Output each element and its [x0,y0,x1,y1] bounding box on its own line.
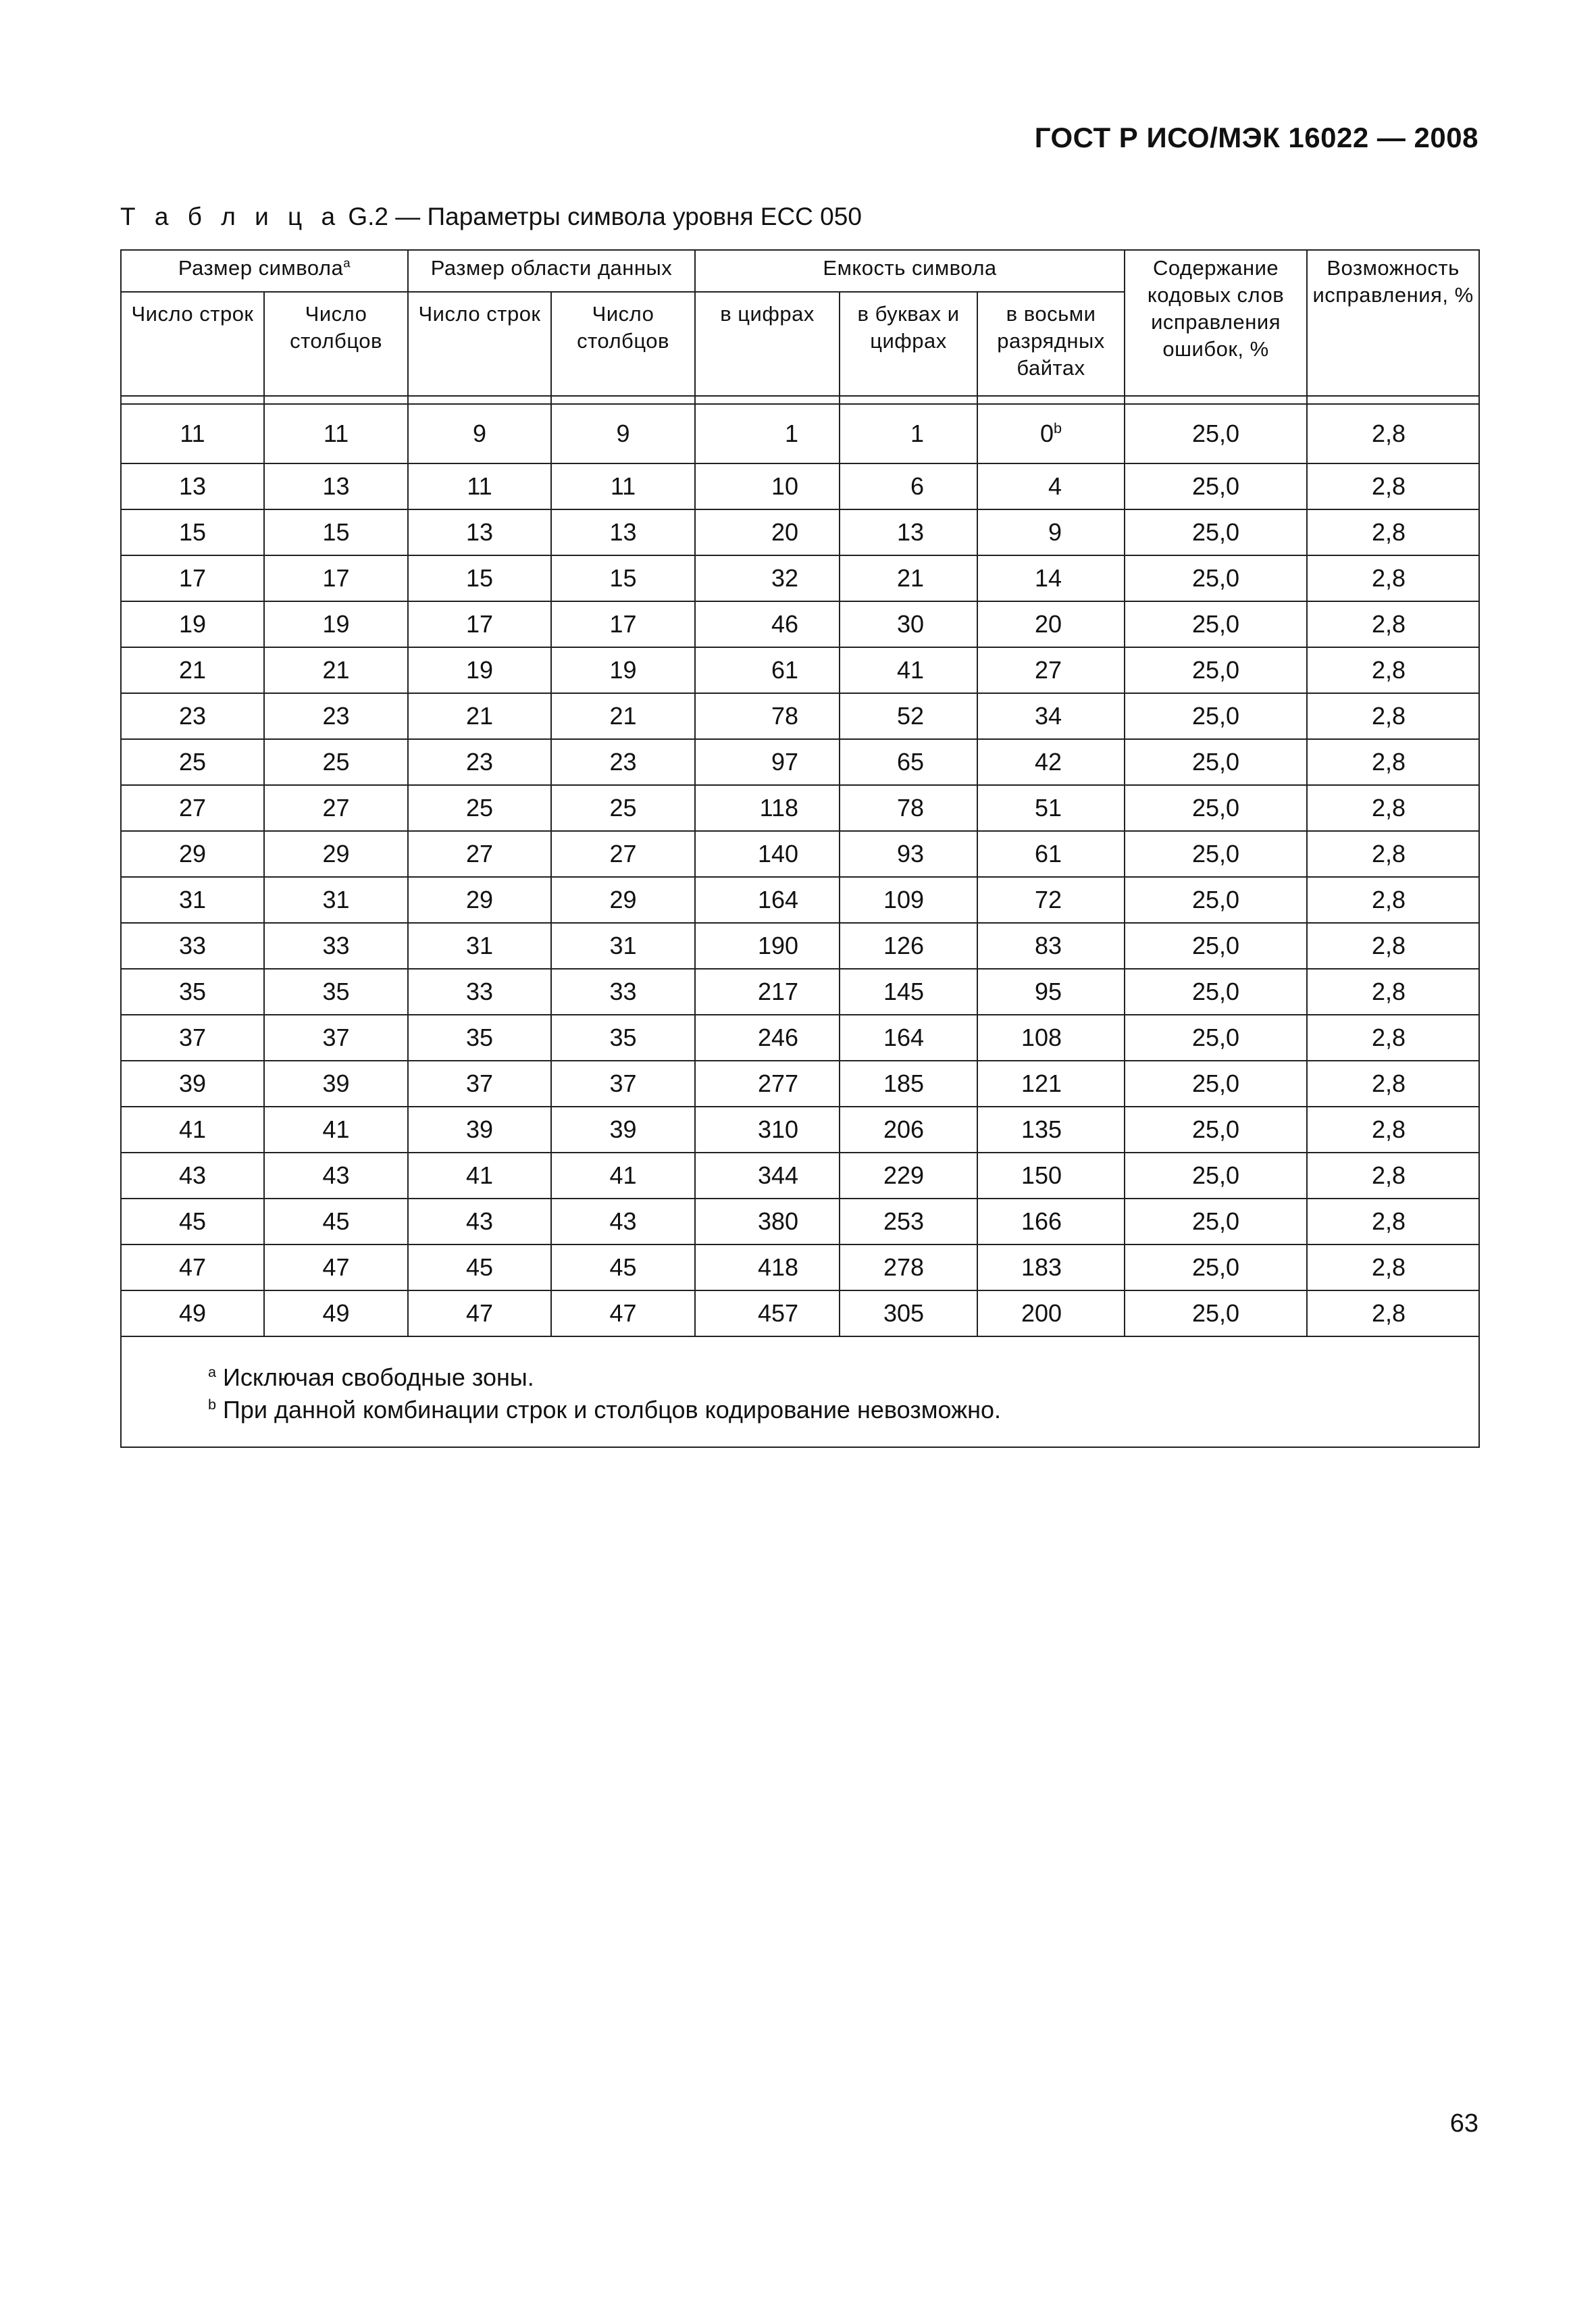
cell-data-cols: 23 [551,739,695,785]
subheader-data-rows: Число строк [408,292,551,396]
cell-data-cols: 27 [551,831,695,877]
table-row [121,1015,1479,1061]
cell-alnum: 13 [840,509,977,555]
cell-data-rows: 15 [408,555,551,601]
cell-cols: 19 [264,601,408,647]
cell-data-cols: 29 [551,877,695,923]
header-symbol-size: Размер символа$^a$ [121,250,408,292]
cell-ecc: 25,0 [1125,1107,1307,1153]
cell-rows: 15 [121,509,264,555]
cell-alnum: 30 [840,601,977,647]
cell-alnum: 145 [840,969,977,1015]
cell-alnum: 41 [840,647,977,693]
cell-ecc: 25,0 [1125,601,1307,647]
subheader-cols: Число столбцов [264,292,408,396]
cell-numeric: 61 [695,647,840,693]
cell-data-rows: 31 [408,923,551,969]
subheader-bytes: в восьми разрядных байтах [977,292,1125,396]
table-row [121,601,1479,647]
cell-ecc: 25,0 [1125,647,1307,693]
cell-bytes: 83 [977,923,1125,969]
cell-numeric: 246 [695,1015,840,1061]
cell-bytes: 34 [977,693,1125,739]
cell-numeric: 277 [695,1061,840,1107]
cell-bytes: 166 [977,1199,1125,1244]
table-row [121,1153,1479,1199]
cell-bytes: 200 [977,1290,1125,1336]
cell-rows: 35 [121,969,264,1015]
table-caption [120,203,862,231]
header-data-area-size: Размер области данных [408,250,695,292]
cell-data-cols: 11 [551,463,695,509]
cell-cols: 33 [264,923,408,969]
cell-cols: 21 [264,647,408,693]
cell-numeric: 310 [695,1107,840,1153]
cell-alnum: 1 [840,404,977,463]
header-capacity: Емкость символа [695,250,1125,292]
cell-rows: 49 [121,1290,264,1336]
cell-data-rows: 17 [408,601,551,647]
caption-prefix: Т а б л и ц а [120,203,342,230]
table-container [120,249,1478,1448]
cell-data-cols: 9 [551,404,695,463]
footnote-mark-b: b [1054,420,1062,436]
cell-cols: 47 [264,1244,408,1290]
cell-data-cols: 19 [551,647,695,693]
cell-data-cols: 45 [551,1244,695,1290]
cell-correction: 2,8 [1307,1244,1479,1290]
cell-data-cols: 33 [551,969,695,1015]
cell-numeric: 418 [695,1244,840,1290]
cell-correction: 2,8 [1307,693,1479,739]
cell-ecc: 25,0 [1125,1153,1307,1199]
cell-data-rows: 27 [408,831,551,877]
cell-alnum: 65 [840,739,977,785]
cell-data-cols: 15 [551,555,695,601]
cell-data-rows: 45 [408,1244,551,1290]
cell-bytes: 42 [977,739,1125,785]
footnote-mark-a: a [343,255,351,270]
cell-alnum: 6 [840,463,977,509]
cell-numeric: 78 [695,693,840,739]
table-row [121,555,1479,601]
cell-numeric: 46 [695,601,840,647]
cell-cols: 27 [264,785,408,831]
table-row [121,463,1479,509]
cell-bytes: 183 [977,1244,1125,1290]
cell-rows: 37 [121,1015,264,1061]
cell-bytes: 51 [977,785,1125,831]
cell-numeric: 457 [695,1290,840,1336]
cell-rows: 27 [121,785,264,831]
cell-data-cols: 43 [551,1199,695,1244]
cell-rows: 31 [121,877,264,923]
cell-alnum: 78 [840,785,977,831]
cell-ecc: 25,0 [1125,969,1307,1015]
cell-rows: 47 [121,1244,264,1290]
cell-numeric: 32 [695,555,840,601]
cell-correction: 2,8 [1307,1153,1479,1199]
cell-alnum: 253 [840,1199,977,1244]
table-row [121,969,1479,1015]
cell-correction: 2,8 [1307,1061,1479,1107]
cell-alnum: 21 [840,555,977,601]
table-row [121,831,1479,877]
cell-cols: 29 [264,831,408,877]
cell-numeric: 10 [695,463,840,509]
footnotes-row [121,1336,1479,1447]
cell-bytes: 121 [977,1061,1125,1107]
cell-correction: 2,8 [1307,1015,1479,1061]
cell-correction: 2,8 [1307,404,1479,463]
table-row [121,1199,1479,1244]
cell-ecc: 25,0 [1125,1015,1307,1061]
cell-alnum: 206 [840,1107,977,1153]
document-header: ГОСТ Р ИСО/МЭК 16022 — 2008 [1034,122,1478,153]
cell-numeric: 217 [695,969,840,1015]
table-row [121,923,1479,969]
cell-rows: 33 [121,923,264,969]
cell-numeric: 1 [695,404,840,463]
cell-ecc: 25,0 [1125,555,1307,601]
cell-data-cols: 13 [551,509,695,555]
cell-rows: 19 [121,601,264,647]
cell-data-cols: 17 [551,601,695,647]
cell-correction: 2,8 [1307,1290,1479,1336]
cell-alnum: 93 [840,831,977,877]
cell-ecc: 25,0 [1125,1061,1307,1107]
cell-correction: 2,8 [1307,923,1479,969]
cell-correction: 2,8 [1307,1107,1479,1153]
table-row [121,647,1479,693]
cell-cols: 35 [264,969,408,1015]
cell-ecc: 25,0 [1125,1199,1307,1244]
cell-ecc: 25,0 [1125,831,1307,877]
cell-rows: 23 [121,693,264,739]
cell-ecc: 25,0 [1125,1290,1307,1336]
cell-bytes: 95 [977,969,1125,1015]
cell-correction: 2,8 [1307,969,1479,1015]
table-row [121,739,1479,785]
cell-ecc: 25,0 [1125,463,1307,509]
caption-text: G.2 — Параметры символа уровня ЕСС 050 [348,203,862,230]
cell-cols: 45 [264,1199,408,1244]
cell-data-rows: 25 [408,785,551,831]
cell-alnum: 164 [840,1015,977,1061]
cell-bytes: 0$^b$ [977,404,1125,463]
cell-cols: 37 [264,1015,408,1061]
cell-alnum: 109 [840,877,977,923]
cell-numeric: 97 [695,739,840,785]
cell-cols: 31 [264,877,408,923]
cell-ecc: 25,0 [1125,739,1307,785]
page-number: 63 [1449,2109,1478,2138]
cell-cols: 17 [264,555,408,601]
cell-data-rows: 19 [408,647,551,693]
cell-data-cols: 21 [551,693,695,739]
cell-data-rows: 41 [408,1153,551,1199]
cell-correction: 2,8 [1307,831,1479,877]
cell-rows: 41 [121,1107,264,1153]
cell-cols: 23 [264,693,408,739]
table-row [121,1107,1479,1153]
cell-numeric: 118 [695,785,840,831]
table-row [121,1061,1479,1107]
cell-correction: 2,8 [1307,509,1479,555]
cell-data-rows: 39 [408,1107,551,1153]
cell-correction: 2,8 [1307,739,1479,785]
cell-numeric: 164 [695,877,840,923]
cell-rows: 11 [121,404,264,463]
cell-rows: 43 [121,1153,264,1199]
table-row [121,509,1479,555]
table-row [121,1244,1479,1290]
cell-numeric: 380 [695,1199,840,1244]
header-correction: Возможность исправления, % [1307,250,1479,396]
cell-data-cols: 41 [551,1153,695,1199]
cell-rows: 45 [121,1199,264,1244]
cell-bytes: 27 [977,647,1125,693]
cell-cols: 11 [264,404,408,463]
cell-rows: 17 [121,555,264,601]
cell-cols: 49 [264,1290,408,1336]
cell-data-cols: 35 [551,1015,695,1061]
cell-correction: 2,8 [1307,601,1479,647]
cell-data-rows: 11 [408,463,551,509]
cell-rows: 13 [121,463,264,509]
table-row [121,404,1479,463]
cell-data-cols: 39 [551,1107,695,1153]
cell-ecc: 25,0 [1125,693,1307,739]
cell-data-cols: 25 [551,785,695,831]
cell-data-rows: 29 [408,877,551,923]
cell-bytes: 150 [977,1153,1125,1199]
subheader-data-cols: Число столбцов [551,292,695,396]
cell-alnum: 305 [840,1290,977,1336]
cell-cols: 43 [264,1153,408,1199]
cell-alnum: 229 [840,1153,977,1199]
cell-alnum: 185 [840,1061,977,1107]
cell-bytes: 9 [977,509,1125,555]
cell-ecc: 25,0 [1125,923,1307,969]
header-ecc-content: Содержание кодовых слов исправления ошибок, % [1125,250,1307,396]
cell-data-cols: 31 [551,923,695,969]
cell-data-rows: 21 [408,693,551,739]
footnotes [121,1336,1479,1447]
cell-correction: 2,8 [1307,877,1479,923]
cell-cols: 15 [264,509,408,555]
ecc050-parameters-table [120,249,1480,1448]
cell-data-rows: 13 [408,509,551,555]
cell-alnum: 126 [840,923,977,969]
cell-data-rows: 33 [408,969,551,1015]
cell-data-rows: 9 [408,404,551,463]
cell-data-rows: 47 [408,1290,551,1336]
table-row [121,785,1479,831]
cell-bytes: 20 [977,601,1125,647]
cell-numeric: 140 [695,831,840,877]
cell-data-cols: 37 [551,1061,695,1107]
cell-numeric: 190 [695,923,840,969]
cell-numeric: 344 [695,1153,840,1199]
cell-ecc: 25,0 [1125,877,1307,923]
subheader-numeric: в цифрах [695,292,840,396]
cell-data-rows: 37 [408,1061,551,1107]
cell-data-cols: 47 [551,1290,695,1336]
table-row [121,1290,1479,1336]
cell-bytes: 14 [977,555,1125,601]
cell-numeric: 20 [695,509,840,555]
cell-correction: 2,8 [1307,1199,1479,1244]
header-separator [121,396,1479,404]
cell-correction: 2,8 [1307,463,1479,509]
cell-ecc: 25,0 [1125,785,1307,831]
table-body [121,404,1479,1336]
cell-cols: 13 [264,463,408,509]
subheader-rows: Число строк [121,292,264,396]
cell-bytes: 108 [977,1015,1125,1061]
footnote-b: $^b$ При данной комбинации строк и столбцов кодирование невозможно. [208,1396,1002,1424]
cell-bytes: 4 [977,463,1125,509]
cell-rows: 25 [121,739,264,785]
cell-data-rows: 23 [408,739,551,785]
cell-data-rows: 43 [408,1199,551,1244]
cell-rows: 21 [121,647,264,693]
cell-correction: 2,8 [1307,785,1479,831]
cell-ecc: 25,0 [1125,1244,1307,1290]
cell-correction: 2,8 [1307,555,1479,601]
cell-alnum: 52 [840,693,977,739]
cell-alnum: 278 [840,1244,977,1290]
cell-cols: 25 [264,739,408,785]
cell-data-rows: 35 [408,1015,551,1061]
table-row [121,877,1479,923]
cell-rows: 29 [121,831,264,877]
table-row [121,693,1479,739]
cell-correction: 2,8 [1307,647,1479,693]
cell-ecc: 25,0 [1125,509,1307,555]
footnote-a: $^a$ Исключая свободные зоны. [208,1363,534,1391]
cell-bytes: 135 [977,1107,1125,1153]
cell-bytes: 72 [977,877,1125,923]
cell-cols: 41 [264,1107,408,1153]
cell-cols: 39 [264,1061,408,1107]
cell-ecc: 25,0 [1125,404,1307,463]
cell-bytes: 61 [977,831,1125,877]
subheader-alnum: в буквах и цифрах [840,292,977,396]
cell-rows: 39 [121,1061,264,1107]
